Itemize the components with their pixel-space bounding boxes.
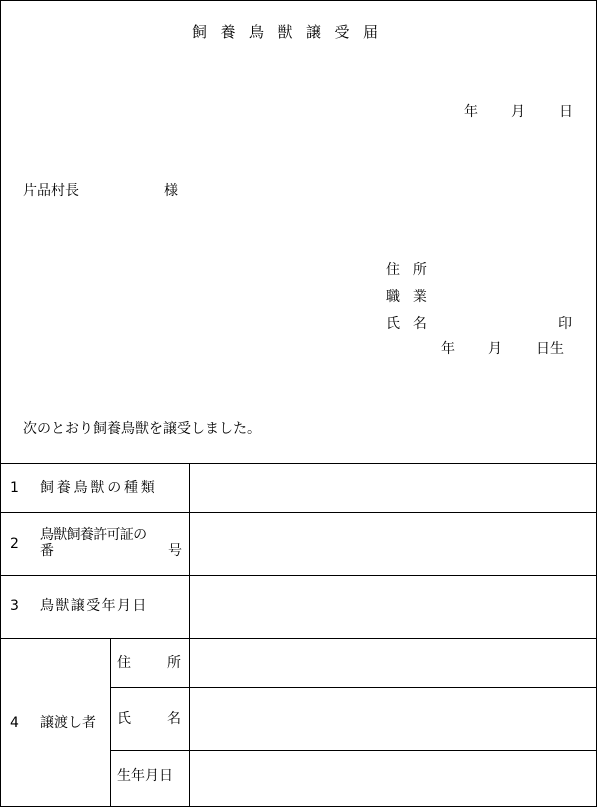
row-divider-3 bbox=[0, 638, 597, 639]
row4-address-label-a: 住 bbox=[117, 655, 131, 671]
row4-name-label-a: 氏 bbox=[117, 711, 131, 727]
addressee-name: 片品村長 bbox=[23, 183, 79, 199]
row1-number: 1 bbox=[10, 480, 19, 496]
row2-number: 2 bbox=[10, 536, 19, 552]
row1-label: 飼養鳥獣の種類 bbox=[40, 480, 158, 496]
table-top-border bbox=[0, 463, 597, 464]
seal-mark: 印 bbox=[558, 316, 572, 332]
row4-number: 4 bbox=[10, 715, 19, 731]
row4-name-label-b: 名 bbox=[167, 711, 181, 727]
applicant-name-label: 氏 名 bbox=[386, 316, 432, 332]
row-divider-2 bbox=[0, 575, 597, 576]
statement-text: 次のとおり飼養鳥獣を譲受しました。 bbox=[23, 421, 261, 437]
row4-sublabel-divider bbox=[110, 638, 111, 807]
date-month: 月 bbox=[511, 104, 525, 120]
row3-number: 3 bbox=[10, 598, 19, 614]
addressee-honorific: 様 bbox=[164, 183, 178, 199]
subrow-divider-1 bbox=[110, 687, 597, 688]
label-column-divider bbox=[189, 463, 190, 807]
row2-label-line2-end: 号 bbox=[168, 543, 182, 559]
row4-label: 譲渡し者 bbox=[40, 715, 96, 731]
row4-birth-label: 生年月日 bbox=[117, 768, 173, 784]
row2-label-line1: 鳥獣飼養許可証の bbox=[40, 527, 147, 543]
subrow-divider-2 bbox=[110, 750, 597, 751]
birth-month: 月 bbox=[488, 341, 502, 357]
applicant-address-label: 住 所 bbox=[386, 262, 432, 278]
row3-label: 鳥獣譲受年月日 bbox=[40, 598, 148, 614]
date-year: 年 bbox=[464, 104, 478, 120]
row4-address-label-b: 所 bbox=[167, 655, 181, 671]
date-day: 日 bbox=[559, 104, 573, 120]
applicant-occupation-label: 職 業 bbox=[386, 289, 432, 305]
row2-label-line2-start: 番 bbox=[40, 543, 54, 559]
form-title: 飼養鳥獣譲受届 bbox=[192, 23, 392, 41]
row-divider-1 bbox=[0, 512, 597, 513]
birth-year: 年 bbox=[441, 341, 455, 357]
birth-day: 日生 bbox=[536, 341, 564, 357]
